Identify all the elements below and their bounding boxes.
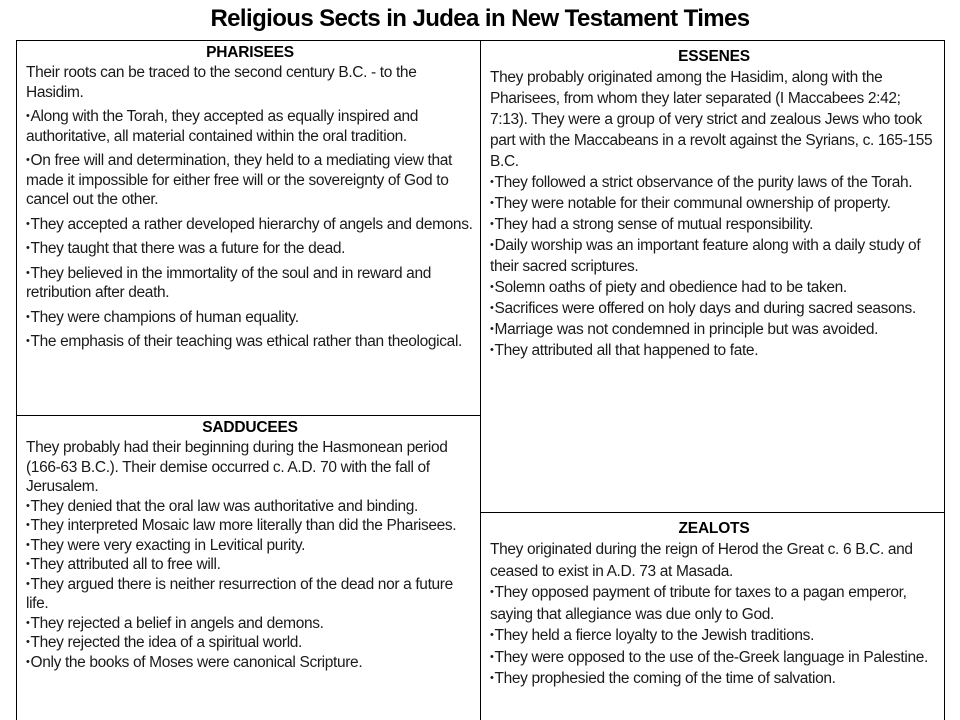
- pharisees-bullet: • Along with the Torah, they accepted as equally inspired and authoritative, all material contained within the oral tradition.: [26, 107, 474, 146]
- sadducees-bullet: • Only the books of Moses were canonical Scripture.: [26, 653, 474, 673]
- pharisees-box: [16, 40, 481, 416]
- pharisees-bullet: • On free will and determination, they held to a mediating view that made it impossible for either free will or the sovereignty of God to cancel out the other.: [26, 151, 474, 210]
- pharisees-intro: Their roots can be traced to the second century B.C. - to the Hasidim.: [26, 64, 417, 101]
- essenes-intro: They probably originated among the Hasidim, along with the Pharisees, from whom they later separated (I Maccabees 2:42; 7:13). They were a group of very strict and zealous Jews who took part with the Maccabeans in a revolt against the Syrians, c. 165-155 B.C.: [490, 69, 933, 170]
- essenes-bullet: • Daily worship was an important feature along with a daily study of their sacred scriptures.: [490, 235, 938, 277]
- zealots-box: [480, 512, 945, 720]
- essenes-bullet: • Marriage was not condemned in principle but was avoided.: [490, 319, 938, 340]
- pharisees-bullet: • They taught that there was a future for the dead.: [26, 239, 474, 259]
- zealots-intro: They originated during the reign of Herod the Great c. 6 B.C. and ceased to exist in A.D. 73 at Masada.: [490, 541, 913, 580]
- pharisees-bullet: • They accepted a rather developed hierarchy of angels and demons.: [26, 215, 474, 235]
- sadducees-bullet: • They rejected the idea of a spiritual world.: [26, 633, 474, 653]
- sadducees-bullet: • They attributed all to free will.: [26, 555, 474, 575]
- sadducees-bullet: • They interpreted Mosaic law more literally than did the Pharisees.: [26, 516, 474, 536]
- zealots-bullet: • They were opposed to the use of the-Greek language in Palestine.: [490, 647, 938, 669]
- pharisees-bullet: • They believed in the immortality of the soul and in reward and retribution after death.: [26, 264, 474, 303]
- sadducees-bullet: • They rejected a belief in angels and demons.: [26, 614, 474, 634]
- essenes-box: [480, 40, 945, 513]
- zealots-heading: ZEALOTS: [678, 520, 750, 537]
- zealots-bullet: • They opposed payment of tribute for taxes to a pagan emperor, saying that allegiance was due only to God.: [490, 582, 938, 625]
- pharisees-heading: PHARISEES: [206, 44, 294, 61]
- sadducees-bullet: • They denied that the oral law was authoritative and binding.: [26, 497, 474, 517]
- sadducees-box: [16, 415, 481, 720]
- essenes-heading: ESSENES: [678, 48, 750, 65]
- essenes-bullet: • They were notable for their communal ownership of property.: [490, 193, 938, 214]
- zealots-bullet: • They held a fierce loyalty to the Jewish traditions.: [490, 625, 938, 647]
- page-title: Religious Sects in Judea in New Testament Times: [210, 5, 750, 32]
- sadducees-intro: They probably had their beginning during the Hasmonean period (166-63 B.C.). Their demise occurred c. A.D. 70 with the fall of Jerusalem.: [26, 439, 448, 495]
- essenes-bullet: • Solemn oaths of piety and obedience had to be taken.: [490, 277, 938, 298]
- zealots-bullet: • They prophesied the coming of the time of salvation.: [490, 668, 938, 690]
- sadducees-bullet: • They were very exacting in Levitical purity.: [26, 536, 474, 556]
- sadducees-bullet: • They argued there is neither resurrection of the dead nor a future life.: [26, 575, 474, 614]
- sadducees-heading: SADDUCEES: [202, 419, 298, 436]
- essenes-bullet: • Sacrifices were offered on holy days and during sacred seasons.: [490, 298, 938, 319]
- pharisees-bullet: • They were champions of human equality.: [26, 308, 474, 328]
- pharisees-bullet: • The emphasis of their teaching was ethical rather than theological.: [26, 332, 474, 352]
- essenes-bullet: • They had a strong sense of mutual responsibility.: [490, 214, 938, 235]
- essenes-bullet: • They followed a strict observance of the purity laws of the Torah.: [490, 172, 938, 193]
- essenes-bullet: • They attributed all that happened to fate.: [490, 340, 938, 361]
